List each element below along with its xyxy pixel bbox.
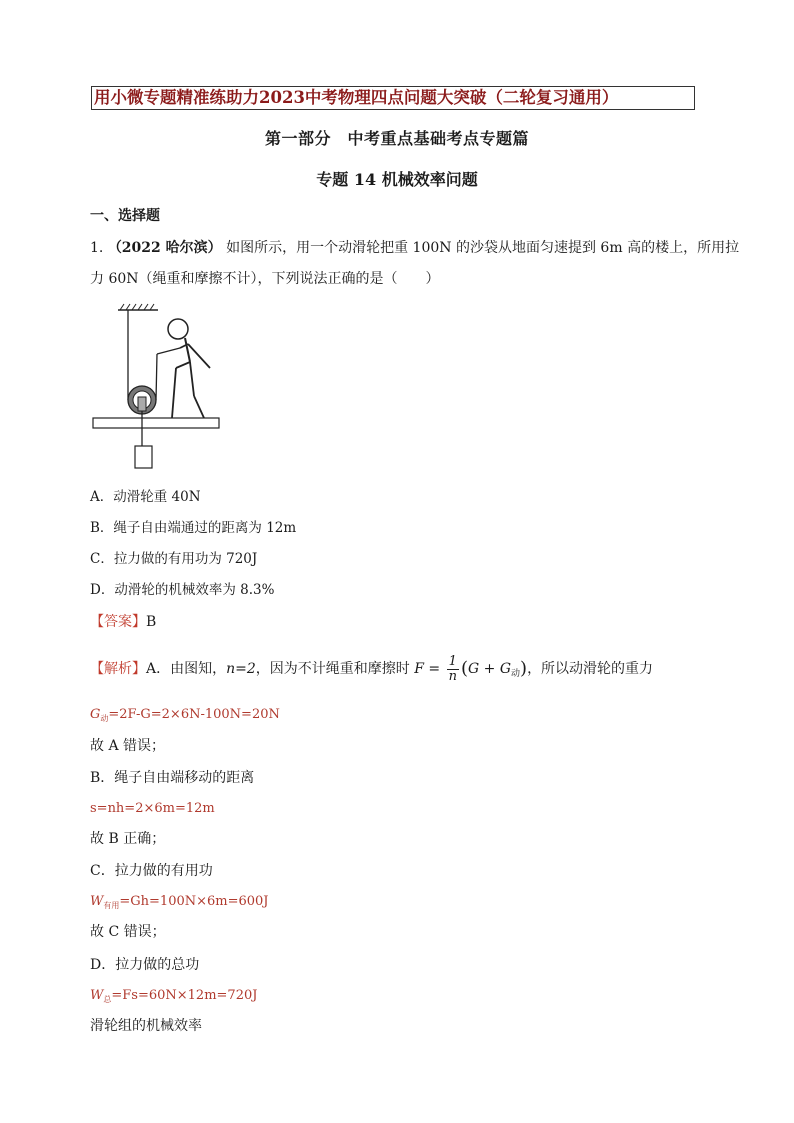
- formula-fraction: [447, 655, 459, 684]
- c-text: C．拉力做的有用功: [90, 863, 213, 879]
- analysis-line: [90, 652, 710, 686]
- g-sub: 动: [100, 714, 109, 723]
- a-wrong: 故 A 错误；: [90, 738, 166, 754]
- option-c: C．拉力做的有用功为 720J: [90, 551, 258, 567]
- b-text: B．绳子自由端移动的距离: [90, 770, 255, 786]
- paren-close: ): [520, 658, 528, 679]
- pulley-diagram: [90, 300, 225, 472]
- series-banner: 用小微专题精准练助力2023中考物理四点问题大突破（二轮复习通用）: [91, 86, 695, 110]
- answer-line: [90, 611, 156, 633]
- option-a: A．动滑轮重 40N: [90, 489, 201, 505]
- topic-title: 专题 14 机械效率问题: [316, 170, 478, 189]
- formula-g: G: [468, 661, 480, 677]
- fraction-denominator: n: [448, 668, 457, 684]
- question-line-2: 力 60N（绳重和摩擦不计），下列说法正确的是（ ）: [90, 271, 440, 287]
- g-symbol: G: [90, 707, 101, 722]
- w-sub: 有用: [103, 901, 120, 910]
- analysis-intro: A．由图知，: [146, 661, 227, 677]
- part-title: 第一部分 中考重点基础考点专题篇: [264, 129, 529, 148]
- analysis-because: ，因为不计绳重和摩擦时: [255, 661, 410, 677]
- c-wrong: 故 C 错误；: [90, 924, 166, 940]
- d-text: D．拉力做的总功: [90, 957, 200, 973]
- w-symbol: W: [90, 894, 104, 909]
- fraction-numerator: 1: [447, 655, 459, 670]
- question-source: （2022 哈尔滨）: [107, 240, 222, 256]
- formula-g-dong: [90, 705, 280, 729]
- formula-plus: +: [479, 661, 500, 677]
- g-equation: =2F-G=2×6N-100N=20N: [108, 707, 280, 722]
- option-b: B．绳子自由端通过的距离为 12m: [90, 520, 297, 536]
- question-number: 1.: [90, 240, 104, 256]
- answer-value: B: [146, 614, 157, 630]
- wt-symbol: W: [90, 988, 104, 1003]
- formula-sub: 动: [511, 669, 521, 679]
- n-value: n=2: [226, 661, 256, 677]
- question-text-1: 如图所示，用一个动滑轮把重 100N 的沙袋从地面匀速提到 6m 高的楼上，所用拉: [226, 240, 740, 256]
- w-equation: =Gh=100N×6m=600J: [119, 894, 269, 909]
- analysis-label: 【解析】: [90, 661, 146, 677]
- formula-s: s=nh=2×6m=12m: [90, 801, 215, 816]
- formula-eq: =: [423, 661, 445, 677]
- formula-g2: G: [499, 661, 512, 677]
- wt-equation: =Fs=60N×12m=720J: [111, 988, 258, 1003]
- formula-w-useful: [90, 892, 269, 916]
- formula-f: F: [414, 661, 424, 677]
- question-line-1: [90, 237, 739, 259]
- paren-open: (: [460, 658, 468, 679]
- analysis-tail: ，所以动滑轮的重力: [527, 661, 654, 677]
- answer-label: 【答案】: [90, 614, 146, 630]
- formula-w-total: [90, 986, 257, 1010]
- option-d: D．动滑轮的机械效率为 8.3%: [90, 582, 275, 598]
- section-heading: 一、选择题: [90, 208, 160, 224]
- efficiency-text: 滑轮组的机械效率: [90, 1018, 202, 1034]
- b-right: 故 B 正确；: [90, 831, 166, 847]
- wt-sub: 总: [103, 995, 112, 1004]
